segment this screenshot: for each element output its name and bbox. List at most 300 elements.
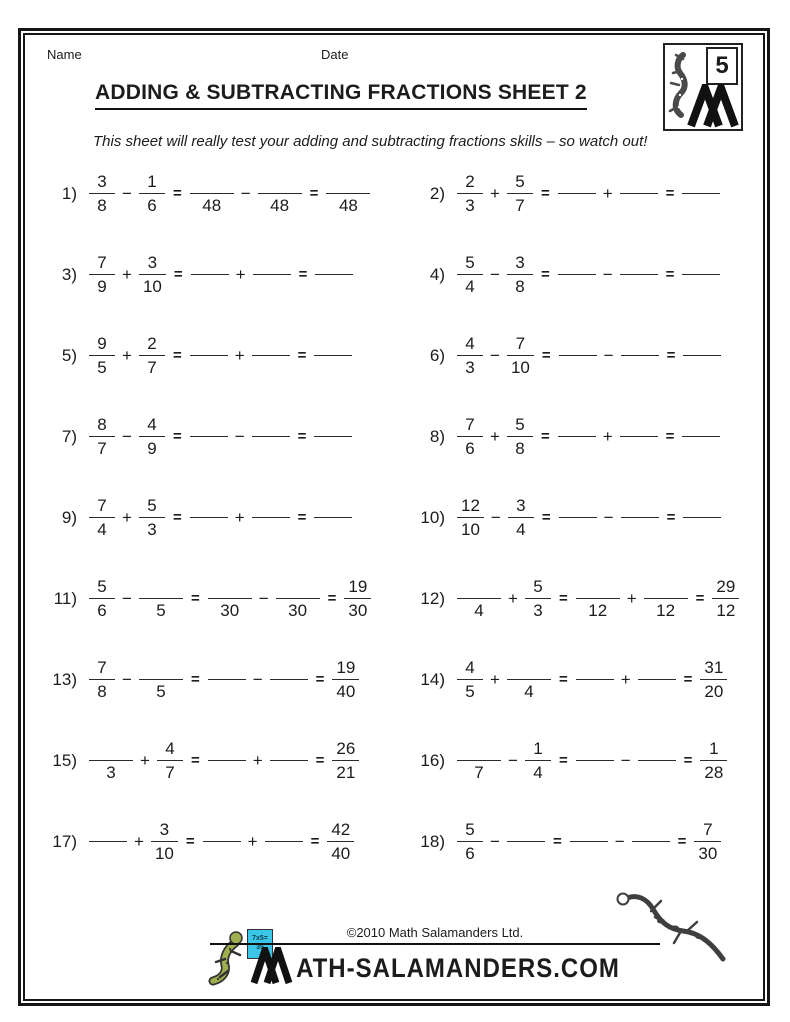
equals-sign: = <box>540 185 550 202</box>
fraction-denominator <box>591 680 599 703</box>
problem-1 <box>41 170 409 217</box>
equals-sign: = <box>315 752 325 769</box>
operator: − <box>490 264 500 284</box>
fraction-denominator <box>697 275 705 298</box>
problem-number: 11) <box>53 588 77 608</box>
site-name-text: ATH-SALAMANDERS.COM <box>296 953 620 984</box>
fraction <box>139 413 165 460</box>
fraction-numerator <box>573 413 581 436</box>
fraction <box>525 575 551 622</box>
fraction-denominator: 28 <box>704 763 724 782</box>
fraction-denominator <box>268 275 276 298</box>
fraction-numerator <box>697 170 705 193</box>
fraction-denominator <box>522 842 530 865</box>
fraction-denominator: 5 <box>156 601 166 620</box>
operator: − <box>602 264 613 284</box>
fraction-numerator <box>329 494 337 517</box>
fraction <box>507 413 533 460</box>
fraction-denominator <box>267 518 275 541</box>
fraction-denominator: 8 <box>515 439 525 458</box>
operator: + <box>620 669 631 689</box>
fraction-numerator <box>475 737 483 760</box>
fraction-denominator: 10 <box>461 520 480 539</box>
fraction-numerator <box>573 251 581 274</box>
fraction-denominator: 7 <box>97 439 107 458</box>
fraction-numerator <box>267 494 275 517</box>
fraction <box>644 575 688 622</box>
fraction-numerator <box>585 818 593 841</box>
fraction <box>139 332 165 379</box>
fraction-denominator: 5 <box>97 358 107 377</box>
fraction <box>208 575 252 622</box>
fraction <box>621 332 659 379</box>
fraction-numerator: 42 <box>331 820 351 839</box>
problem-number: 16) <box>420 750 445 770</box>
problem-number: 13) <box>52 669 77 689</box>
fraction-denominator <box>636 356 644 379</box>
operator: − <box>603 345 614 365</box>
fraction-denominator: 8 <box>515 277 525 296</box>
fraction <box>682 170 720 217</box>
fraction-denominator: 30 <box>288 601 308 620</box>
equals-sign: = <box>552 833 562 850</box>
fraction <box>314 494 352 541</box>
equals-sign: = <box>540 266 550 283</box>
fraction-numerator: 3 <box>159 820 170 839</box>
operator: − <box>490 507 501 527</box>
fraction <box>252 332 290 379</box>
fraction-numerator <box>591 656 599 679</box>
fraction-numerator <box>208 170 216 193</box>
fraction <box>157 737 183 784</box>
fraction-numerator: 7 <box>465 415 475 434</box>
fraction <box>507 656 551 703</box>
operator: + <box>626 588 637 608</box>
operator: − <box>614 831 625 851</box>
fraction <box>457 332 483 379</box>
operator: + <box>140 750 150 770</box>
fraction-numerator <box>268 251 276 274</box>
fraction <box>252 494 290 541</box>
equals-sign: = <box>190 590 200 607</box>
fraction-denominator: 30 <box>698 844 718 863</box>
fraction-denominator: 7 <box>474 763 484 782</box>
fraction-numerator: 31 <box>704 658 724 677</box>
fraction-numerator: 29 <box>716 577 736 596</box>
fraction-denominator: 12 <box>588 601 608 620</box>
operator: − <box>122 183 132 203</box>
fraction <box>265 818 303 865</box>
fraction <box>559 332 597 379</box>
problem-number: 14) <box>420 669 445 689</box>
fraction-denominator: 9 <box>147 439 157 458</box>
fraction-numerator <box>329 332 337 355</box>
fraction-denominator <box>574 356 582 379</box>
operator: + <box>252 750 263 770</box>
operator: + <box>235 264 246 284</box>
fraction-denominator: 4 <box>97 520 107 539</box>
fraction <box>258 170 302 217</box>
fraction <box>89 251 115 298</box>
fraction-denominator: 7 <box>515 196 525 215</box>
fraction-denominator <box>698 518 706 541</box>
equals-sign: = <box>558 590 568 607</box>
operator: + <box>122 345 132 365</box>
fraction-numerator <box>662 575 670 598</box>
fraction-denominator <box>330 275 338 298</box>
fraction-numerator: 7 <box>97 496 107 515</box>
fraction-numerator <box>635 170 643 193</box>
fraction-numerator <box>475 575 483 598</box>
fraction-numerator: 5 <box>465 253 475 272</box>
fraction-denominator <box>647 842 655 865</box>
fraction-denominator: 30 <box>348 601 368 620</box>
fraction-numerator: 3 <box>147 253 158 272</box>
operator: − <box>620 750 631 770</box>
fraction-numerator: 1 <box>709 739 719 758</box>
fraction <box>638 737 676 784</box>
fraction-numerator: 5 <box>533 577 543 596</box>
fraction <box>315 251 353 298</box>
equals-sign: = <box>683 752 693 769</box>
fraction <box>507 818 545 865</box>
fraction <box>559 494 597 541</box>
fraction <box>314 413 352 460</box>
mascot-card-line2: 35 <box>256 944 264 951</box>
operator: + <box>602 183 613 203</box>
equals-sign: = <box>173 266 183 283</box>
fraction-numerator: 19 <box>336 658 356 677</box>
fraction-denominator: 3 <box>465 196 475 215</box>
equals-sign: = <box>190 671 200 688</box>
fraction <box>89 413 115 460</box>
page-frame-inner <box>23 33 765 1001</box>
problem-number: 12) <box>420 588 445 608</box>
fraction-numerator <box>104 818 112 841</box>
fraction-numerator: 5 <box>515 415 525 434</box>
fraction-numerator <box>107 737 115 760</box>
equals-sign: = <box>558 671 568 688</box>
problem-number: 7) <box>61 426 77 446</box>
problem-15 <box>41 737 409 784</box>
fraction-denominator <box>698 356 706 379</box>
fraction-numerator <box>591 737 599 760</box>
equals-sign: = <box>541 347 551 364</box>
fraction-denominator <box>574 518 582 541</box>
fraction <box>558 251 596 298</box>
fraction <box>344 575 371 622</box>
fraction-denominator: 20 <box>704 682 724 701</box>
fraction <box>332 656 359 703</box>
fraction-numerator <box>636 332 644 355</box>
fraction-denominator <box>635 194 643 217</box>
operator: + <box>234 507 245 527</box>
fraction <box>576 737 614 784</box>
fraction-numerator <box>697 413 705 436</box>
problem-number: 9) <box>61 507 77 527</box>
fraction-numerator: 4 <box>465 658 475 677</box>
fraction <box>620 170 658 217</box>
fraction-numerator <box>647 818 655 841</box>
fraction-numerator <box>522 818 530 841</box>
fraction <box>89 332 115 379</box>
equals-sign: = <box>677 833 687 850</box>
problem-number: 6) <box>429 345 445 365</box>
fraction <box>457 494 484 541</box>
fraction-numerator: 8 <box>97 415 107 434</box>
fraction-numerator: 3 <box>515 253 525 272</box>
fraction <box>89 737 133 784</box>
operator: − <box>122 669 132 689</box>
operator: + <box>122 507 132 527</box>
fraction-numerator <box>267 413 275 436</box>
name-label: Name <box>47 47 82 62</box>
problem-18 <box>409 818 759 865</box>
fraction <box>700 656 727 703</box>
fraction-denominator <box>206 275 214 298</box>
equals-sign: = <box>665 266 675 283</box>
fraction-numerator <box>218 818 226 841</box>
fraction-denominator <box>329 518 337 541</box>
fraction-denominator: 48 <box>338 196 358 215</box>
fraction <box>190 170 234 217</box>
fraction <box>270 656 308 703</box>
fraction-denominator <box>635 437 643 460</box>
fraction <box>457 737 501 784</box>
fraction-numerator <box>276 170 284 193</box>
problem-5 <box>41 332 409 379</box>
page-frame <box>18 28 770 1006</box>
logo-box <box>663 43 743 131</box>
fraction-numerator <box>635 413 643 436</box>
fraction-numerator: 3 <box>97 172 107 191</box>
fraction-numerator <box>206 251 214 274</box>
fraction-numerator <box>574 494 582 517</box>
problem-3 <box>41 251 409 298</box>
operator: − <box>122 426 132 446</box>
fraction-numerator <box>280 818 288 841</box>
operator: + <box>490 183 500 203</box>
fraction-numerator <box>157 575 165 598</box>
fraction <box>203 818 241 865</box>
equals-sign: = <box>683 671 693 688</box>
equals-sign: = <box>666 347 676 364</box>
problem-6 <box>409 332 759 379</box>
fraction-denominator: 7 <box>147 358 157 377</box>
fraction-denominator: 8 <box>97 682 107 701</box>
fraction-denominator <box>573 275 581 298</box>
fraction-numerator <box>226 575 234 598</box>
problems-grid <box>41 153 759 882</box>
operator: − <box>603 507 614 527</box>
problem-12 <box>409 575 759 622</box>
equals-sign: = <box>665 428 675 445</box>
fraction <box>139 494 165 541</box>
fraction-numerator <box>329 413 337 436</box>
fraction-denominator <box>697 194 705 217</box>
fraction <box>253 251 291 298</box>
footer <box>25 891 763 995</box>
fraction <box>576 656 614 703</box>
fraction <box>507 332 534 379</box>
fraction-numerator: 9 <box>97 334 107 353</box>
fraction-denominator <box>205 356 213 379</box>
problem-13 <box>41 656 409 703</box>
fraction-numerator: 5 <box>465 820 475 839</box>
fraction <box>682 413 720 460</box>
fraction-denominator <box>223 761 231 784</box>
fraction <box>326 170 370 217</box>
fraction-numerator <box>636 494 644 517</box>
equals-sign: = <box>190 752 200 769</box>
fraction-denominator: 40 <box>331 844 351 863</box>
fraction-denominator: 4 <box>533 763 543 782</box>
fraction-numerator <box>157 656 165 679</box>
fraction-denominator <box>285 761 293 784</box>
problem-number: 18) <box>420 831 445 851</box>
equals-sign: = <box>298 266 308 283</box>
problem-7 <box>41 413 409 460</box>
problem-16 <box>409 737 759 784</box>
fraction-denominator <box>573 194 581 217</box>
fraction-denominator <box>280 842 288 865</box>
fraction <box>332 737 359 784</box>
problem-number: 2) <box>429 183 445 203</box>
operator: + <box>508 588 518 608</box>
fraction-numerator: 1 <box>147 172 157 191</box>
fraction-numerator <box>573 170 581 193</box>
fraction-numerator: 7 <box>97 658 107 677</box>
fraction-denominator <box>653 680 661 703</box>
problem-number: 17) <box>52 831 77 851</box>
fraction-numerator: 7 <box>97 253 107 272</box>
fraction-denominator: 5 <box>465 682 475 701</box>
fraction <box>576 575 620 622</box>
fraction-denominator: 4 <box>474 601 484 620</box>
fraction-numerator: 5 <box>97 577 107 596</box>
gecko-icon <box>611 889 729 965</box>
fraction <box>558 413 596 460</box>
fraction <box>525 737 551 784</box>
fraction <box>139 575 183 622</box>
equals-sign: = <box>540 428 550 445</box>
fraction-numerator <box>285 737 293 760</box>
fraction-numerator: 4 <box>465 334 475 353</box>
problem-number: 4) <box>429 264 445 284</box>
fraction-denominator <box>285 680 293 703</box>
fraction-denominator: 4 <box>524 682 534 701</box>
fraction <box>190 413 228 460</box>
fraction-numerator <box>344 170 352 193</box>
fraction <box>276 575 320 622</box>
fraction <box>620 413 658 460</box>
fraction <box>190 494 228 541</box>
fraction-numerator: 5 <box>515 172 525 191</box>
problem-number: 8) <box>429 426 445 446</box>
fraction <box>621 494 659 541</box>
fraction <box>558 170 596 217</box>
problem-9 <box>41 494 409 541</box>
fraction-denominator <box>205 518 213 541</box>
footer-rule <box>210 943 660 945</box>
fraction <box>89 656 115 703</box>
equals-sign: = <box>310 833 320 850</box>
fraction-denominator: 6 <box>465 844 475 863</box>
fraction-denominator: 3 <box>147 520 157 539</box>
operator: − <box>508 750 518 770</box>
sheet-title: ADDING & SUBTRACTING FRACTIONS SHEET 2 <box>95 81 587 110</box>
fraction <box>208 656 246 703</box>
fraction <box>457 818 483 865</box>
problem-number: 5) <box>61 345 77 365</box>
fraction-denominator: 6 <box>97 601 107 620</box>
fraction-numerator <box>285 656 293 679</box>
fraction-numerator: 5 <box>147 496 157 515</box>
copyright-text: ©2010 Math Salamanders Ltd. <box>346 925 524 940</box>
operator: − <box>240 183 251 203</box>
operator: − <box>252 669 263 689</box>
equals-sign: = <box>172 428 182 445</box>
equals-sign: = <box>185 833 195 850</box>
fraction-denominator <box>267 437 275 460</box>
fraction-denominator <box>104 842 112 865</box>
equals-sign: = <box>297 428 307 445</box>
fraction <box>139 656 183 703</box>
fraction-numerator: 2 <box>465 172 475 191</box>
equals-sign: = <box>297 509 307 526</box>
problem-10 <box>409 494 759 541</box>
fraction <box>208 737 246 784</box>
site-name <box>210 947 660 985</box>
fraction-numerator <box>205 332 213 355</box>
problem-number: 10) <box>420 507 445 527</box>
fraction <box>89 494 115 541</box>
footer-center <box>210 925 660 985</box>
fraction <box>507 251 533 298</box>
fraction-denominator <box>267 356 275 379</box>
fraction <box>89 818 127 865</box>
fraction-denominator <box>329 356 337 379</box>
equals-sign: = <box>327 590 337 607</box>
fraction <box>314 332 352 379</box>
equals-sign: = <box>172 347 182 364</box>
fraction-denominator <box>329 437 337 460</box>
fraction-numerator <box>223 737 231 760</box>
fraction <box>507 170 533 217</box>
fraction-numerator: 4 <box>165 739 175 758</box>
operator: − <box>258 588 269 608</box>
problem-4 <box>409 251 759 298</box>
operator: − <box>490 345 500 365</box>
logo-m-icon <box>687 84 739 128</box>
problem-17 <box>41 818 409 865</box>
fraction-numerator: 1 <box>533 739 543 758</box>
fraction <box>570 818 608 865</box>
fraction-numerator <box>525 656 533 679</box>
fraction <box>694 818 721 865</box>
equals-sign: = <box>695 590 705 607</box>
fraction <box>457 413 483 460</box>
fraction-denominator: 10 <box>154 844 174 863</box>
fraction-denominator: 30 <box>220 601 240 620</box>
fraction-denominator <box>697 437 705 460</box>
operator: + <box>602 426 613 446</box>
problem-8 <box>409 413 759 460</box>
fraction-numerator <box>653 656 661 679</box>
fraction <box>682 251 720 298</box>
equals-sign: = <box>297 347 307 364</box>
fraction <box>457 170 483 217</box>
